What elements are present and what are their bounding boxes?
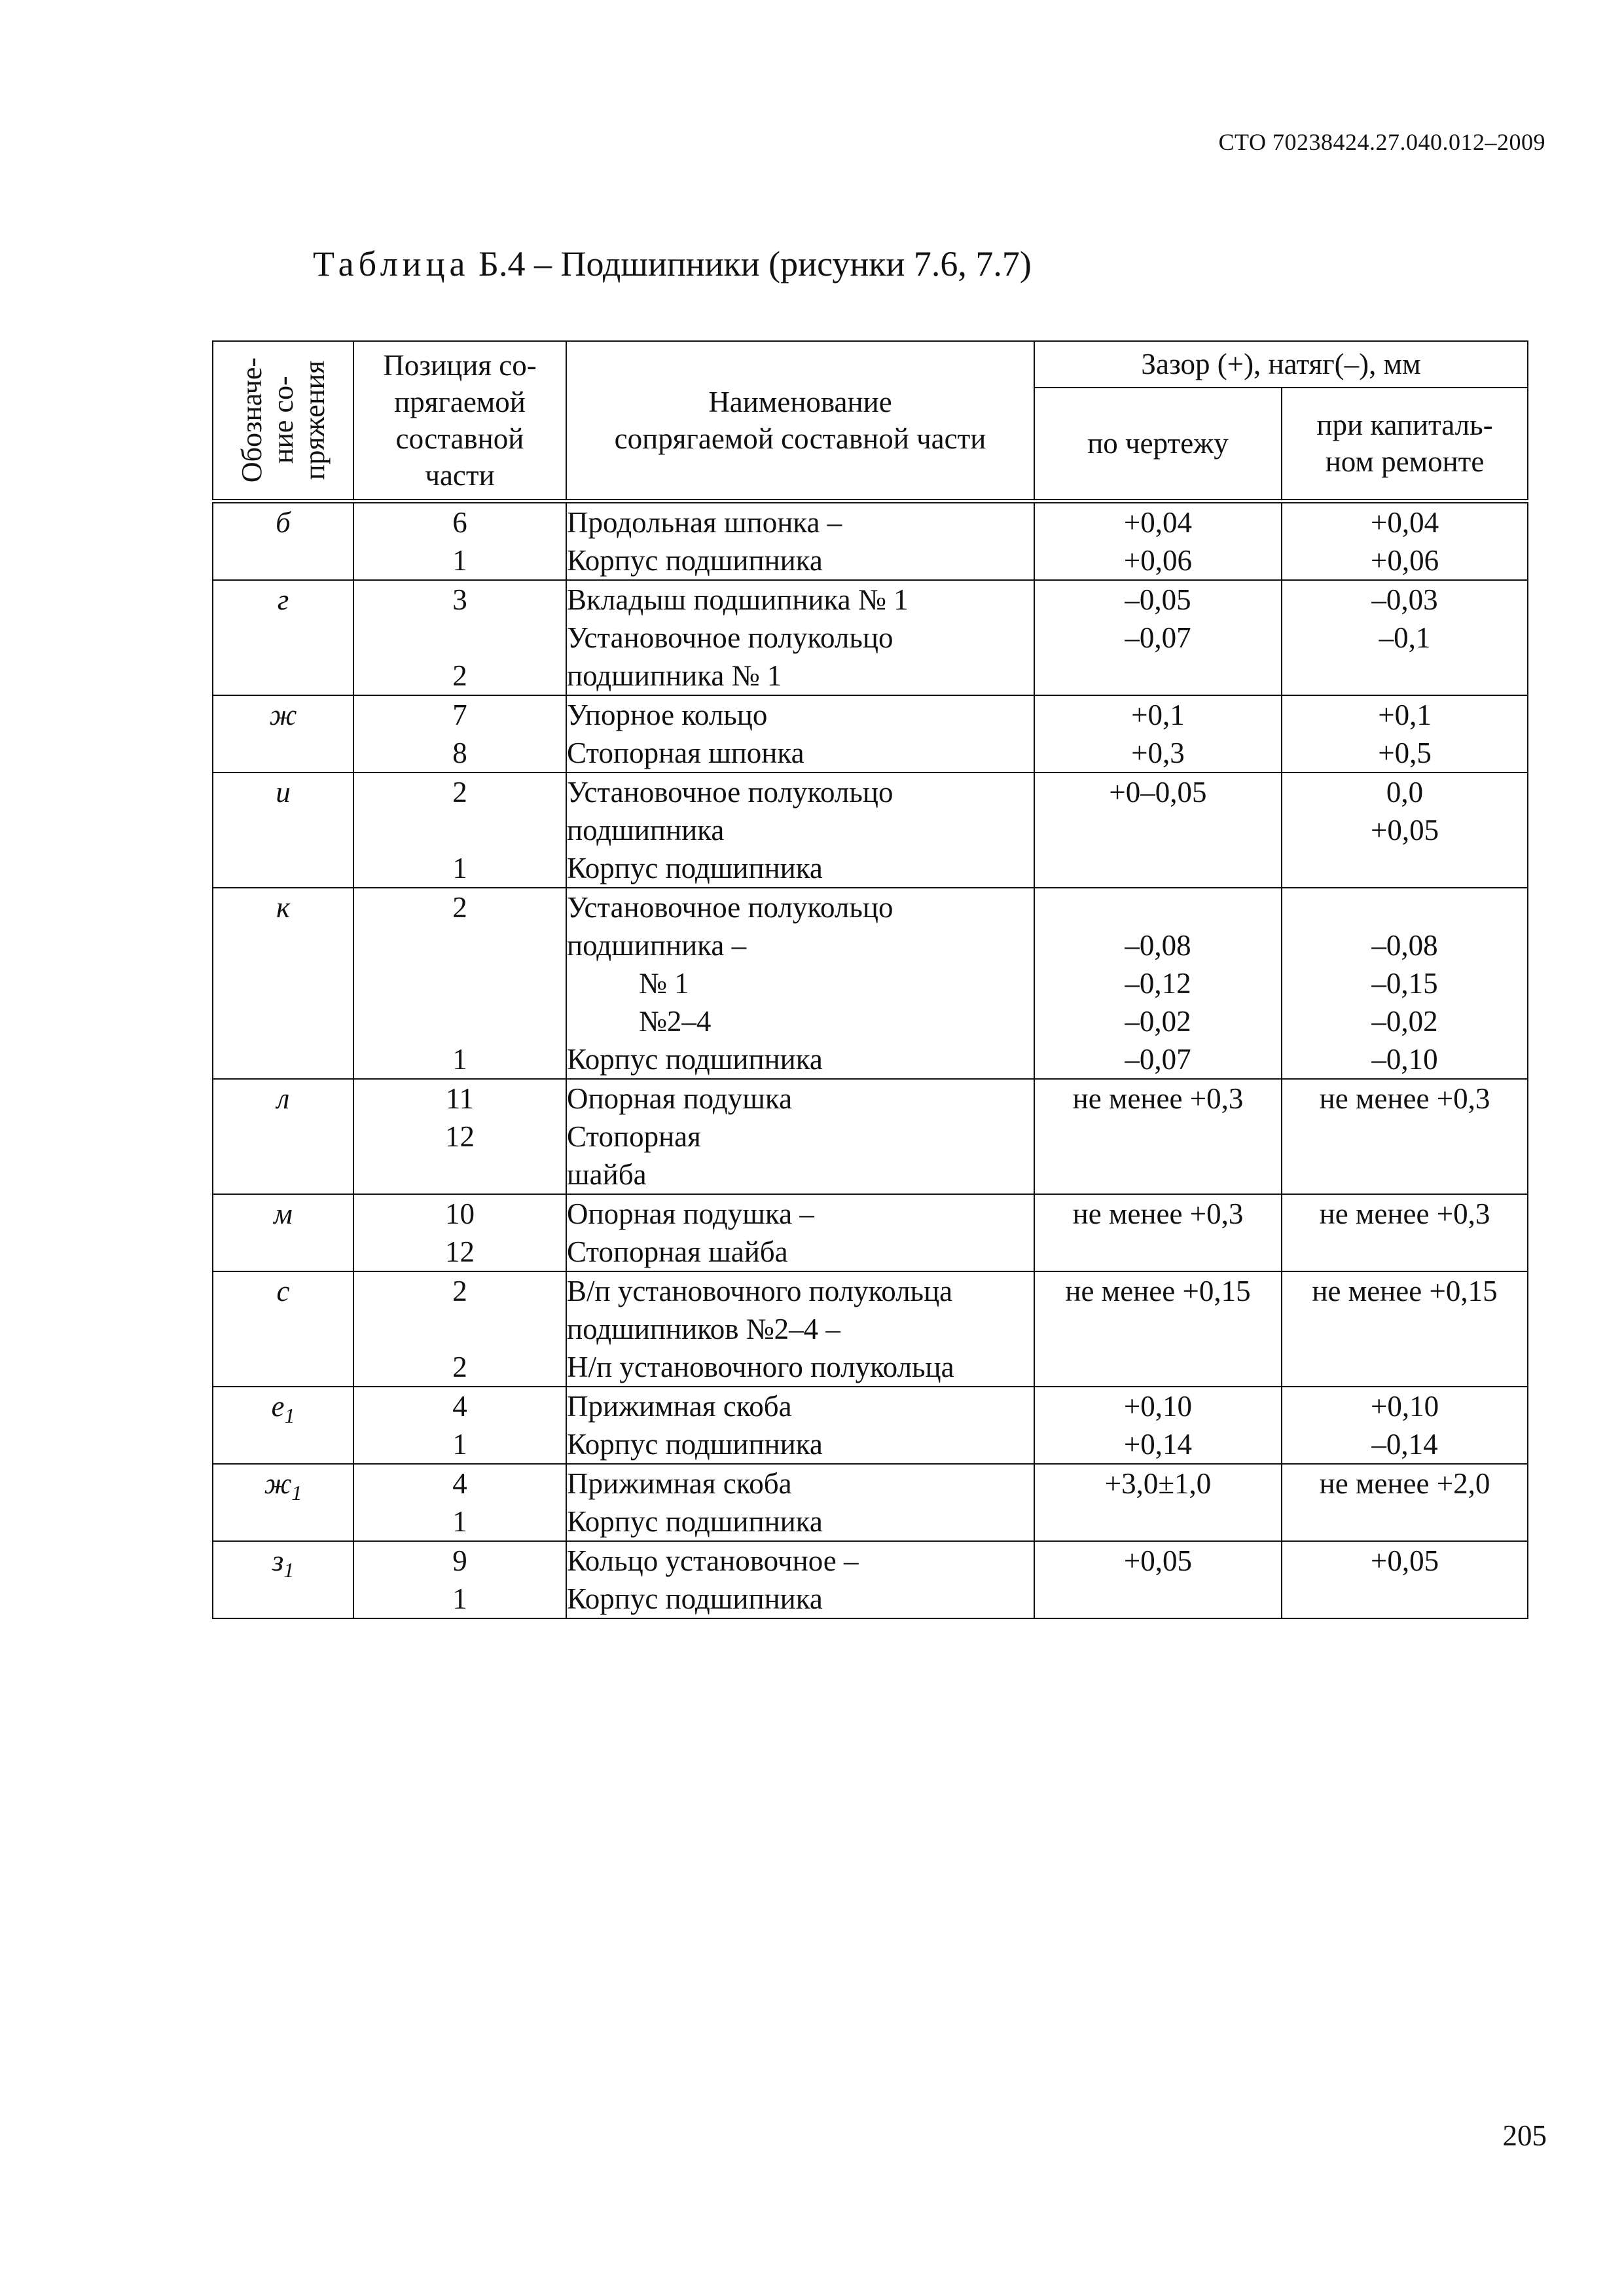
cell-line: №2–4	[639, 1005, 712, 1038]
drawing-value-cell	[1034, 1194, 1282, 1271]
part-name-cell	[566, 695, 1034, 773]
cell-line	[1035, 1348, 1281, 1386]
cell-line: Установочное полукольцо	[567, 891, 893, 924]
cell-line: –0,03	[1371, 583, 1438, 616]
cell-line: +0,1	[1378, 699, 1432, 731]
cell-line: 2	[452, 1275, 467, 1307]
cell-line: шайба	[567, 1158, 647, 1191]
cell-line: +0,10	[1370, 1390, 1439, 1423]
cell-line: В/п установочного полукольца	[567, 1275, 953, 1307]
position-cell	[353, 501, 566, 581]
table-row	[213, 1541, 1528, 1618]
position-cell	[353, 888, 566, 1079]
drawing-value-cell	[1034, 1464, 1282, 1541]
designation-letter: м	[274, 1197, 293, 1230]
drawing-value-cell	[1034, 695, 1282, 773]
drawing-value-cell	[1034, 773, 1282, 888]
cell-line: 12	[445, 1235, 475, 1268]
cell-line: подшипников №2–4 –	[567, 1313, 840, 1345]
cell-line	[1282, 888, 1527, 926]
table-title	[313, 244, 1032, 284]
cell-line: Стопорная шпонка	[567, 737, 804, 769]
cell-line: +0,10	[1123, 1390, 1193, 1423]
cell-line: 8	[452, 737, 467, 769]
overhaul-value-cell	[1282, 888, 1528, 1079]
designation-letter: б	[276, 506, 291, 539]
table-row	[213, 1271, 1528, 1387]
cell-line	[1282, 1118, 1527, 1156]
part-name-cell	[566, 1079, 1034, 1194]
cell-line	[1282, 1233, 1527, 1271]
part-name-cell	[566, 773, 1034, 888]
designation-cell	[213, 695, 353, 773]
cell-line	[1035, 1118, 1281, 1156]
position-cell	[353, 1194, 566, 1271]
cell-line: –0,07	[1125, 621, 1191, 654]
designation-cell	[213, 1387, 353, 1464]
position-cell	[353, 580, 566, 695]
designation-cell	[213, 580, 353, 695]
cell-line	[1282, 657, 1527, 695]
cell-line: +0,05	[1370, 1544, 1439, 1577]
cell-line: 10	[445, 1197, 475, 1230]
cell-line	[1035, 1580, 1281, 1618]
cell-line: 2	[452, 659, 467, 692]
cell-line: Вкладыш подшипника № 1	[567, 583, 909, 616]
cell-line: Опорная подушка	[567, 1082, 793, 1115]
cell-line: +0,14	[1123, 1428, 1193, 1461]
designation-letter: з	[272, 1544, 284, 1577]
cell-line: –0,08	[1125, 929, 1191, 962]
cell-line	[1035, 811, 1281, 849]
overhaul-value-cell	[1282, 1541, 1528, 1618]
cell-line: не менее +0,15	[1065, 1275, 1251, 1307]
cell-line: 2	[452, 1351, 467, 1383]
cell-line: Прижимная скоба	[567, 1467, 792, 1500]
cell-line: 4	[452, 1390, 467, 1423]
position-cell	[353, 695, 566, 773]
cell-line: –0,08	[1371, 929, 1438, 962]
designation-cell	[213, 773, 353, 888]
cell-line: Прижимная скоба	[567, 1390, 792, 1423]
designation-cell	[213, 1464, 353, 1541]
position-cell	[353, 1387, 566, 1464]
cell-line	[354, 811, 566, 849]
overhaul-value-cell	[1282, 1387, 1528, 1464]
table-title-label: Таблица	[313, 244, 470, 283]
cell-line: 1	[452, 544, 467, 577]
cell-line: 1	[452, 1505, 467, 1538]
cell-line: +0,06	[1370, 544, 1439, 577]
designation-cell	[213, 1194, 353, 1271]
position-cell	[353, 1079, 566, 1194]
cell-line: –0,14	[1371, 1428, 1438, 1461]
cell-line	[354, 1310, 566, 1348]
position-cell	[353, 773, 566, 888]
cell-line: подшипника	[567, 814, 725, 847]
designation-letter: с	[276, 1275, 290, 1307]
designation-letter: к	[276, 891, 291, 924]
cell-line	[1035, 888, 1281, 926]
part-name-cell	[566, 1271, 1034, 1387]
cell-line: Н/п установочного полукольца	[567, 1351, 954, 1383]
cell-line: –0,05	[1125, 583, 1191, 616]
part-name-cell	[566, 1464, 1034, 1541]
position-cell	[353, 1271, 566, 1387]
cell-line: Стопорная шайба	[567, 1235, 788, 1268]
part-name-cell	[566, 1387, 1034, 1464]
cell-line: +0–0,05	[1109, 776, 1207, 809]
overhaul-value-cell	[1282, 1079, 1528, 1194]
drawing-value-cell	[1034, 888, 1282, 1079]
cell-line: +0,06	[1123, 544, 1193, 577]
cell-line: +0,05	[1123, 1544, 1193, 1577]
cell-line: +0,04	[1370, 506, 1439, 539]
overhaul-value-cell	[1282, 580, 1528, 695]
cell-line: Корпус подшипника	[567, 1582, 823, 1615]
cell-line: подшипника № 1	[567, 659, 782, 692]
overhaul-value-cell	[1282, 695, 1528, 773]
cell-line: не менее +0,3	[1072, 1197, 1244, 1230]
cell-line	[1282, 1156, 1527, 1194]
overhaul-value-cell	[1282, 1464, 1528, 1541]
cell-line	[1282, 1310, 1527, 1348]
overhaul-value-cell	[1282, 773, 1528, 888]
cell-line: 7	[452, 699, 467, 731]
table-row	[213, 888, 1528, 1079]
cell-line: +0,5	[1378, 737, 1432, 769]
drawing-value-cell	[1034, 501, 1282, 581]
designation-cell	[213, 888, 353, 1079]
drawing-value-cell	[1034, 1271, 1282, 1387]
cell-line: 2	[452, 891, 467, 924]
designation-subscript: 1	[283, 1558, 295, 1582]
cell-line: +3,0±1,0	[1104, 1467, 1212, 1500]
header-position: Позиция со- прягаемой составной части	[353, 341, 566, 501]
cell-line: Кольцо установочное –	[567, 1544, 859, 1577]
designation-letter: г	[277, 583, 289, 616]
cell-line: 12	[445, 1120, 475, 1153]
cell-line: Установочное полукольцо	[567, 776, 893, 809]
position-cell	[353, 1541, 566, 1618]
designation-cell	[213, 1079, 353, 1194]
cell-line: Упорное кольцо	[567, 699, 768, 731]
table-title-text: Б.4 – Подшипники (рисунки 7.6, 7.7)	[469, 244, 1032, 283]
cell-line: +0,1	[1131, 699, 1185, 731]
designation-cell	[213, 501, 353, 581]
cell-line	[1035, 1310, 1281, 1348]
cell-line: –0,1	[1379, 621, 1431, 654]
cell-line: Опорная подушка –	[567, 1197, 814, 1230]
table-row	[213, 773, 1528, 888]
document-code: СТО 70238424.27.040.012–2009	[1218, 129, 1545, 155]
overhaul-value-cell	[1282, 1271, 1528, 1387]
cell-line	[354, 1002, 566, 1040]
cell-line: +0,04	[1123, 506, 1193, 539]
cell-line: –0,12	[1125, 967, 1191, 1000]
cell-line	[1035, 1156, 1281, 1194]
cell-line: Корпус подшипника	[567, 544, 823, 577]
cell-line: –0,02	[1371, 1005, 1438, 1038]
cell-line: –0,02	[1125, 1005, 1191, 1038]
table-row	[213, 1387, 1528, 1464]
header-by-drawing: по чертежу	[1034, 388, 1282, 501]
part-name-cell	[566, 1194, 1034, 1271]
table-row	[213, 1079, 1528, 1194]
cell-line	[1035, 1503, 1281, 1540]
drawing-value-cell	[1034, 580, 1282, 695]
cell-line: не менее +0,15	[1312, 1275, 1498, 1307]
cell-line: 3	[452, 583, 467, 616]
cell-line	[354, 1156, 566, 1194]
cell-line	[354, 926, 566, 964]
cell-line: 1	[452, 852, 467, 884]
cell-line: –0,15	[1371, 967, 1438, 1000]
cell-line: –0,10	[1371, 1043, 1438, 1076]
cell-line	[1282, 1580, 1527, 1618]
position-cell	[353, 1464, 566, 1541]
table-row	[213, 1194, 1528, 1271]
part-name-cell	[566, 1541, 1034, 1618]
cell-line	[1282, 1348, 1527, 1386]
cell-line: не менее +0,3	[1072, 1082, 1244, 1115]
drawing-value-cell	[1034, 1541, 1282, 1618]
cell-line: 0,0	[1386, 776, 1424, 809]
cell-line: 2	[452, 776, 467, 809]
cell-line: № 1	[639, 967, 689, 1000]
cell-line: Стопорная	[567, 1120, 701, 1153]
cell-line: Корпус подшипника	[567, 1043, 823, 1076]
designation-letter: и	[276, 776, 291, 809]
part-name-cell	[566, 888, 1034, 1079]
cell-line: –0,07	[1125, 1043, 1191, 1076]
cell-line: 1	[452, 1428, 467, 1461]
drawing-value-cell	[1034, 1387, 1282, 1464]
cell-line	[1282, 849, 1527, 887]
cell-line: Корпус подшипника	[567, 852, 823, 884]
table-row	[213, 580, 1528, 695]
cell-line: 11	[445, 1082, 475, 1115]
cell-line: не менее +2,0	[1319, 1467, 1490, 1500]
bearings-table	[212, 340, 1528, 1619]
cell-line	[354, 964, 566, 1002]
cell-line: Продольная шпонка –	[567, 506, 842, 539]
designation-letter: л	[276, 1082, 290, 1115]
cell-line	[354, 619, 566, 657]
overhaul-value-cell	[1282, 501, 1528, 581]
page-number: 205	[1502, 2119, 1547, 2152]
drawing-value-cell	[1034, 1079, 1282, 1194]
cell-line: подшипника –	[567, 929, 747, 962]
designation-cell	[213, 1541, 353, 1618]
cell-line: 9	[452, 1544, 467, 1577]
designation-subscript: 1	[284, 1404, 295, 1427]
cell-line: 1	[452, 1043, 467, 1076]
designation-letter: е	[271, 1390, 285, 1423]
cell-line	[1035, 1233, 1281, 1271]
header-part-name: Наименование сопрягаемой составной части	[566, 341, 1034, 501]
cell-line	[1035, 849, 1281, 887]
table-row	[213, 695, 1528, 773]
cell-line: +0,05	[1370, 814, 1439, 847]
cell-line: +0,3	[1131, 737, 1185, 769]
cell-line: 6	[452, 506, 467, 539]
cell-line: Корпус подшипника	[567, 1428, 823, 1461]
cell-line: не менее +0,3	[1319, 1082, 1490, 1115]
header-overhaul: при капиталь- ном ремонте	[1282, 388, 1528, 501]
part-name-cell	[566, 501, 1034, 581]
cell-line	[1282, 1503, 1527, 1540]
table-row	[213, 1464, 1528, 1541]
cell-line	[1035, 657, 1281, 695]
overhaul-value-cell	[1282, 1194, 1528, 1271]
designation-subscript: 1	[291, 1481, 302, 1504]
cell-line: 4	[452, 1467, 467, 1500]
cell-line: Корпус подшипника	[567, 1505, 823, 1538]
cell-line: не менее +0,3	[1319, 1197, 1490, 1230]
designation-letter: ж	[264, 1467, 292, 1500]
designation-letter: ж	[269, 699, 297, 731]
table-row	[213, 501, 1528, 581]
cell-line: Установочное полукольцо	[567, 621, 893, 654]
header-clearance-group: Зазор (+), натяг(–), мм	[1034, 341, 1528, 388]
cell-line: 1	[452, 1582, 467, 1615]
part-name-cell	[566, 580, 1034, 695]
header-designation: Обозначе- ние со- пряжения	[213, 341, 353, 501]
designation-cell	[213, 1271, 353, 1387]
